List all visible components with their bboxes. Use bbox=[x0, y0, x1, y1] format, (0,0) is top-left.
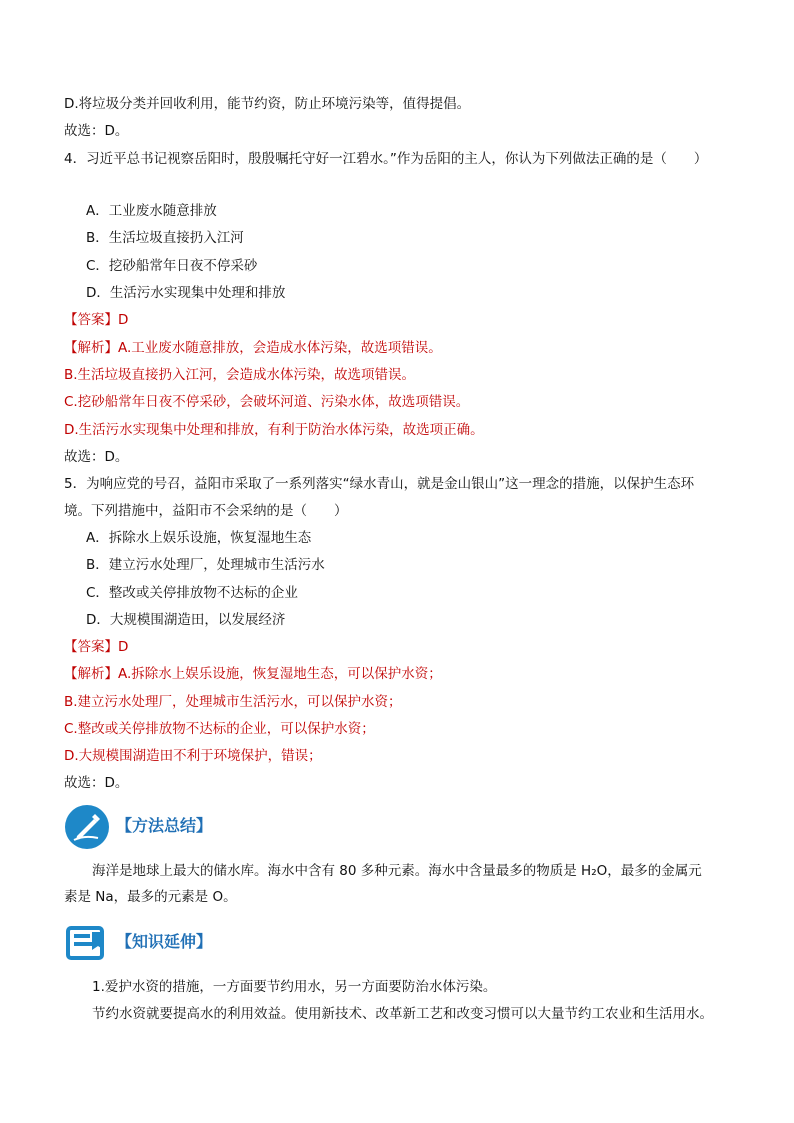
pen-icon bbox=[64, 804, 110, 850]
q4-option-c: C．挖砂船常年日夜不停采砂 bbox=[86, 258, 258, 274]
q5-stem-line2: 境。下列措施中，益阳市不会采纳的是（ ） bbox=[64, 503, 348, 519]
q5-option-c: C．整改或关停排放物不达标的企业 bbox=[86, 585, 298, 601]
q5-option-b: B．建立污水处理厂，处理城市生活污水 bbox=[86, 557, 325, 573]
q4-analysis-d: D.生活污水实现集中处理和排放，有利于防治水体污染，故选项正确。 bbox=[64, 422, 484, 438]
answer-tag: 【答案】 bbox=[64, 639, 118, 655]
q5-option-a: A．拆除水上娱乐设施，恢复湿地生态 bbox=[86, 530, 312, 546]
q5-stem-line1: 5．为响应党的号召，益阳市采取了一系列落实“绿水青山，就是金山银山”这一理念的措施，以保护生态环 bbox=[64, 476, 695, 492]
q5-analysis-a bbox=[64, 664, 442, 684]
q5-analysis-d: D.大规模围湖造田不利于环境保护，错误； bbox=[64, 748, 322, 764]
method-summary-line2: 素是 Na，最多的元素是 O。 bbox=[64, 889, 237, 905]
answer-value: D bbox=[118, 312, 129, 328]
knowledge-extension-header bbox=[64, 920, 364, 966]
method-summary-line1: 海洋是地球上最大的储水库。海水中含有 80 多种元素。海水中含量最多的物质是 H₂O，最多的金属元 bbox=[92, 863, 702, 879]
analysis-tag: 【解析】 bbox=[64, 340, 118, 356]
q4-answer bbox=[64, 310, 128, 330]
q4-option-b: B．生活垃圾直接扔入江河 bbox=[86, 230, 244, 246]
method-summary-text bbox=[64, 858, 728, 910]
answer-value: D bbox=[118, 639, 129, 655]
answer-tag: 【答案】 bbox=[64, 312, 118, 328]
knowledge-extension-line2: 节约水资就要提高水的利用效益。使用新技术、改革新工艺和改变习惯可以大量节约工农业和生活用水。 bbox=[92, 1006, 713, 1022]
knowledge-extension-title: 【知识延伸】 bbox=[116, 932, 213, 951]
q3-option-d-explanation: D.将垃圾分类并回收利用，能节约资，防止环境污染等，值得提倡。 bbox=[64, 96, 471, 112]
method-summary-title: 【方法总结】 bbox=[116, 816, 213, 835]
q4-stem: 4．习近平总书记视察岳阳时，殷殷嘱托守好一江碧水。”作为岳阳的主人，你认为下列做法正确的是（ ） bbox=[64, 151, 708, 167]
q5-analysis-c: C.整改或关停排放物不达标的企业，可以保护水资； bbox=[64, 721, 375, 737]
analysis-text: A.拆除水上娱乐设施，恢复湿地生态，可以保护水资； bbox=[118, 666, 442, 682]
analysis-text: A.工业废水随意排放，会造成水体污染，故选项错误。 bbox=[118, 340, 442, 356]
q5-analysis-b: B.建立污水处理厂，处理城市生活污水，可以保护水资； bbox=[64, 694, 402, 710]
book-icon bbox=[64, 920, 110, 966]
q5-choose: 故选：D。 bbox=[64, 775, 129, 791]
method-summary-header bbox=[64, 804, 364, 850]
q4-analysis-c: C.挖砂船常年日夜不停采砂，会破坏河道、污染水体，故选项错误。 bbox=[64, 394, 470, 410]
q4-choose: 故选：D。 bbox=[64, 449, 129, 465]
q5-answer bbox=[64, 637, 128, 657]
q3-choose: 故选：D。 bbox=[64, 123, 129, 139]
q4-analysis-a bbox=[64, 338, 442, 358]
q4-option-a: A．工业废水随意排放 bbox=[86, 203, 217, 219]
analysis-tag: 【解析】 bbox=[64, 666, 118, 682]
q5-option-d: D．大规模围湖造田，以发展经济 bbox=[86, 612, 286, 628]
knowledge-extension-line1: 1.爱护水资的措施，一方面要节约用水，另一方面要防治水体污染。 bbox=[92, 979, 497, 995]
q4-analysis-b: B.生活垃圾直接扔入江河，会造成水体污染，故选项错误。 bbox=[64, 367, 416, 383]
q4-option-d: D．生活污水实现集中处理和排放 bbox=[86, 285, 286, 301]
